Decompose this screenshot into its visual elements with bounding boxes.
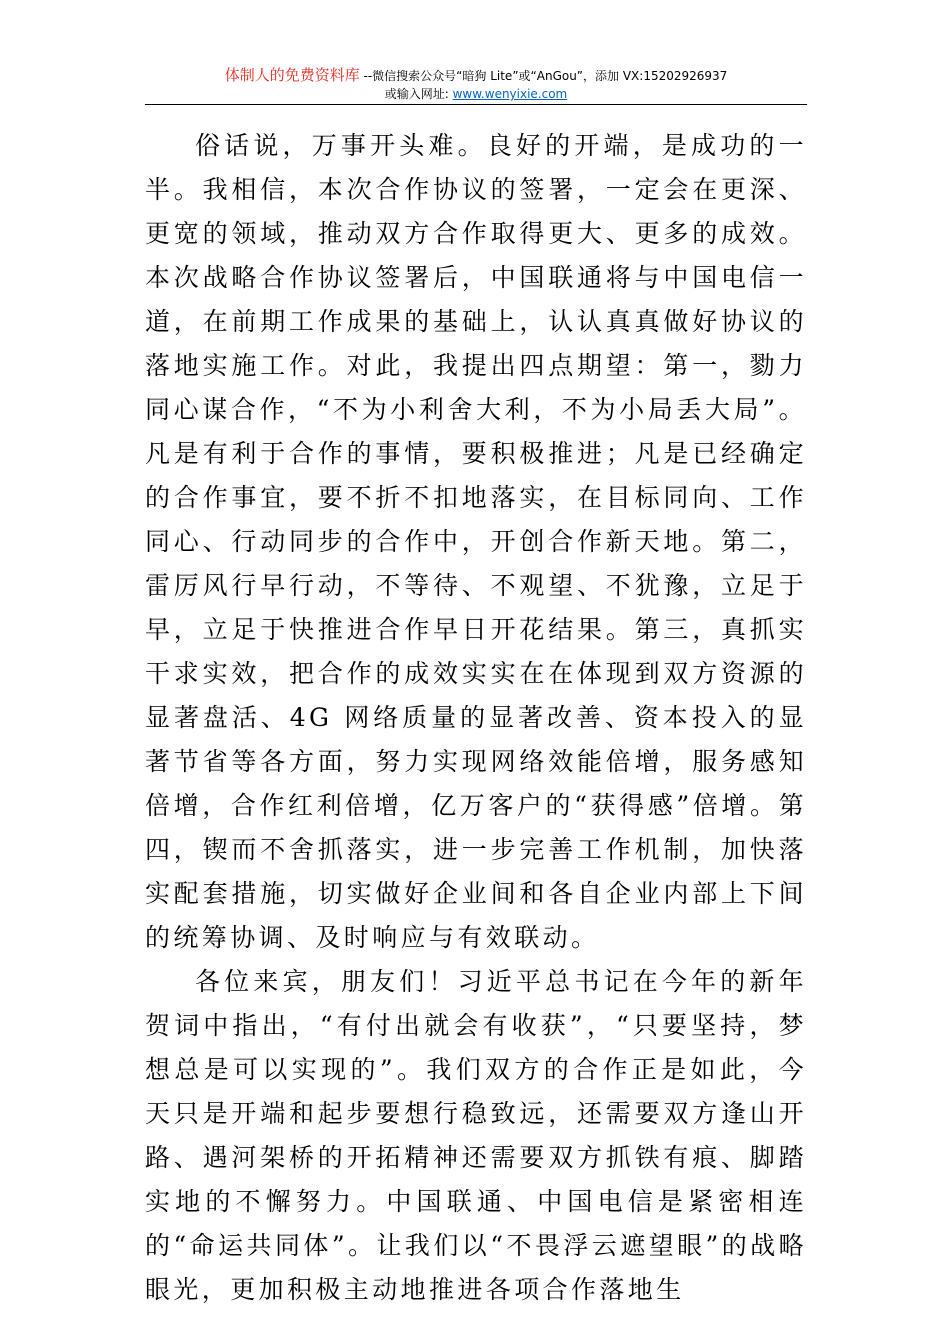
page-header bbox=[145, 66, 807, 103]
document-body bbox=[145, 124, 807, 1312]
header-line-2 bbox=[145, 85, 807, 103]
header-url-prefix: 或输入网址: bbox=[384, 87, 453, 101]
header-note: --微信搜索公众号“暗狗 Lite”或“AnGou”，添加 VX:15202926937 bbox=[359, 69, 728, 83]
paragraph-1: 俗话说，万事开头难。良好的开端，是成功的一半。我相信，本次合作协议的签署，一定会在更深、更宽的领域，推动双方合作取得更大、更多的成效。本次战略合作协议签署后，中国联通将与中国电信一道，在前期工作成果的基础上，认认真真做好协议的落地实施工作。对此，我提出四点期望：第一，勠力同心谋合作，“不为小利舍大利，不为小局丢大局”。凡是有利于合作的事情，要积极推进；凡是已经确定的合作事宜，要不折不扣地落实，在目标同向、工作同心、行动同步的合作中，开创合作新天地。第二，雷厉风行早行动，不等待、不观望、不犹豫，立足于早，立足于快推进合作早日开花结果。第三，真抓实干求实效，把合作的成效实实在在体现到双方资源的显著盘活、4G 网络质量的显著改善、资本投入的显著节省等各方面，努力实现网络效能倍增，服务感知倍增，合作红利倍增，亿万客户的“获得感”倍增。第四，锲而不舍抓落实，进一步完善工作机制，加快落实配套措施，切实做好企业间和各自企业内部上下间的统筹协调、及时响应与有效联动。 bbox=[145, 131, 807, 952]
header-brand: 体制人的免费资料库 bbox=[224, 66, 360, 84]
paragraph-2: 各位来宾，朋友们！习近平总书记在今年的新年贺词中指出，“有付出就会有收获”，“只要坚持，梦想总是可以实现的”。我们双方的合作正是如此，今天只是开端和起步要想行稳致远，还需要双方逢山开路、遇河架桥的开拓精神还需要双方抓铁有痕、脚踏实地的不懈努力。中国联通、中国电信是紧密相连的“命运共同体”。让我们以“不畏浮云遮望眼”的战略眼光，更加积极主动地推进各项合作落地生 bbox=[145, 967, 807, 1304]
header-divider bbox=[145, 104, 807, 105]
header-url-link[interactable]: www.wenyixie.com bbox=[452, 87, 568, 101]
header-line-1 bbox=[145, 66, 807, 85]
